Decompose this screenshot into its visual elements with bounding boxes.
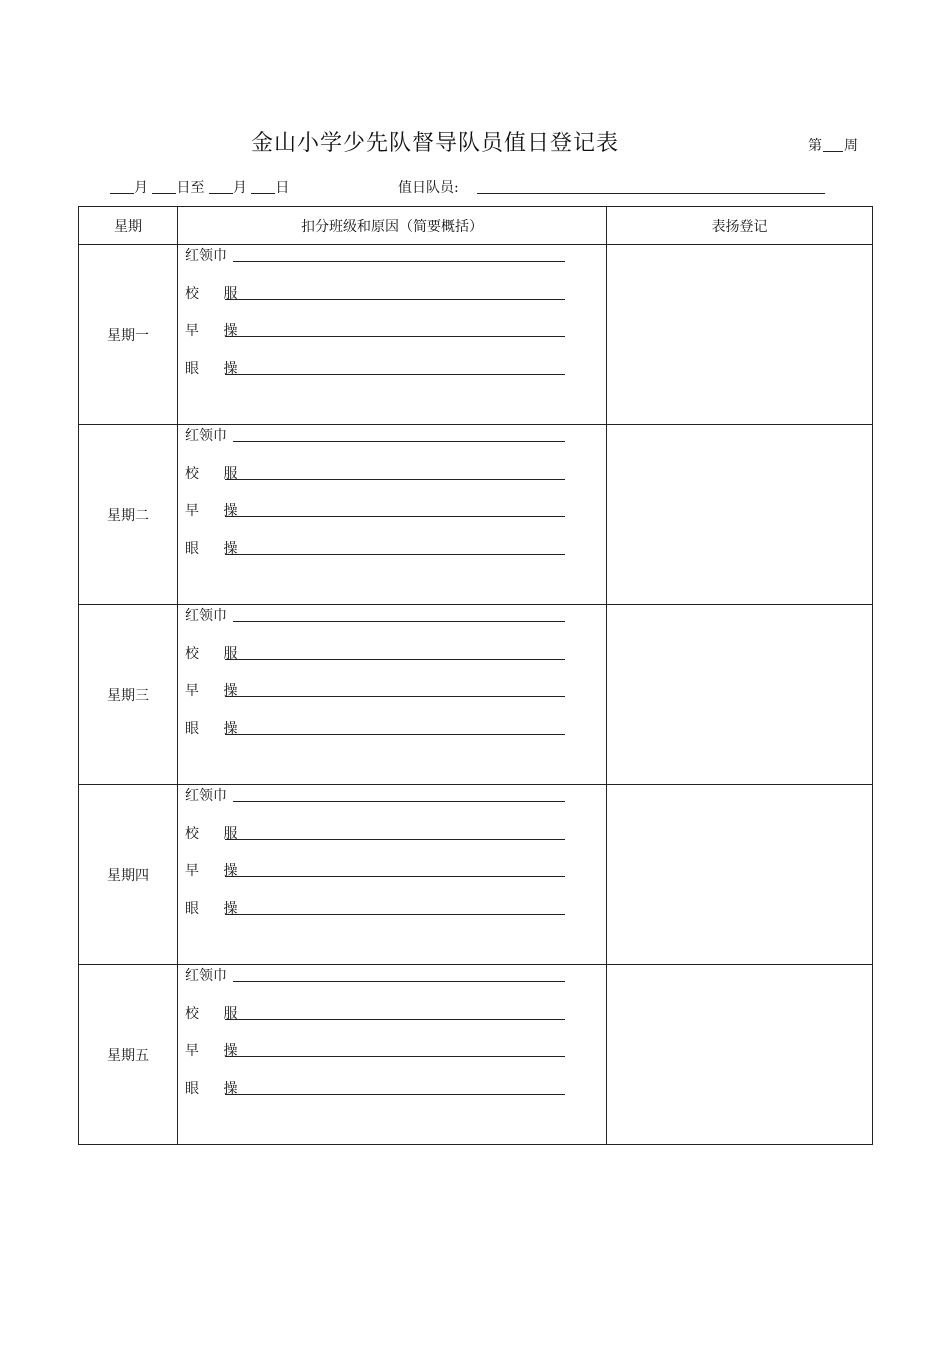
week-suffix: 周 <box>844 138 858 154</box>
deduction-blank[interactable] <box>225 900 565 915</box>
deduction-entry <box>178 823 606 861</box>
weekday-cell: 星期四 <box>79 785 178 965</box>
category-label: 校 服 <box>185 825 248 842</box>
date-range <box>110 177 289 197</box>
deduction-cell <box>178 605 607 785</box>
table-row <box>79 605 873 785</box>
weekday-cell: 星期五 <box>79 965 178 1145</box>
category-label: 眼 操 <box>185 540 248 557</box>
deduction-blank[interactable] <box>225 682 565 697</box>
category-label: 早 操 <box>185 503 248 519</box>
deduction-cell <box>178 785 607 965</box>
day-label-end: 日 <box>275 180 290 196</box>
deduction-cell <box>178 425 607 605</box>
deduction-entry <box>178 425 606 463</box>
deduction-blank[interactable] <box>225 1042 565 1057</box>
deduction-blank[interactable] <box>225 540 565 555</box>
category-label: 红领巾 <box>185 608 227 624</box>
deduction-entry <box>178 320 606 358</box>
category-label: 早 操 <box>185 863 248 879</box>
month-blank-start[interactable] <box>110 179 134 194</box>
table-row <box>79 425 873 605</box>
deduction-blank[interactable] <box>225 825 565 840</box>
category-label: 红领巾 <box>185 248 227 264</box>
deduction-blank[interactable] <box>225 285 565 300</box>
month-label-end: 月 <box>232 180 247 196</box>
page-title: 金山小学少先队督导队员值日登记表 <box>250 131 619 156</box>
deduction-entry <box>178 500 606 538</box>
deduction-cell <box>178 965 607 1145</box>
deduction-entry <box>178 680 606 718</box>
deduction-blank[interactable] <box>233 427 565 442</box>
duty-member-blank[interactable] <box>477 179 825 194</box>
deduction-entry <box>178 965 606 1003</box>
deduction-entry <box>178 1003 606 1041</box>
category-label: 红领巾 <box>185 428 227 444</box>
column-header-praise: 表扬登记 <box>607 207 873 245</box>
category-label: 早 操 <box>185 1043 248 1059</box>
category-label: 校 服 <box>185 645 248 662</box>
category-label: 红领巾 <box>185 788 227 804</box>
category-label: 眼 操 <box>185 900 248 917</box>
praise-cell[interactable] <box>607 605 873 785</box>
table-row <box>79 245 873 425</box>
month-blank-end[interactable] <box>209 179 233 194</box>
praise-cell[interactable] <box>607 245 873 425</box>
week-number-field <box>808 135 858 155</box>
weekday-cell: 星期二 <box>79 425 178 605</box>
deduction-cell <box>178 245 607 425</box>
deduction-entry <box>178 898 606 936</box>
deduction-entry <box>178 718 606 756</box>
deduction-entry <box>178 643 606 681</box>
deduction-blank[interactable] <box>225 322 565 337</box>
duty-register-table <box>78 206 873 1145</box>
deduction-blank[interactable] <box>225 720 565 735</box>
deduction-blank[interactable] <box>225 465 565 480</box>
weekday-cell: 星期三 <box>79 605 178 785</box>
day-label-start: 日至 <box>176 180 205 196</box>
deduction-blank[interactable] <box>233 787 565 802</box>
category-label: 早 操 <box>185 323 248 339</box>
category-label: 眼 操 <box>185 720 248 737</box>
deduction-blank[interactable] <box>233 247 565 262</box>
column-header-deductions: 扣分班级和原因（简要概括） <box>178 207 607 245</box>
category-label: 校 服 <box>185 1005 248 1022</box>
deduction-entry <box>178 605 606 643</box>
deduction-entry <box>178 860 606 898</box>
weekday-cell: 星期一 <box>79 245 178 425</box>
deduction-blank[interactable] <box>233 967 565 982</box>
duty-member-field <box>398 177 825 197</box>
praise-cell[interactable] <box>607 785 873 965</box>
deduction-entry <box>178 785 606 823</box>
deduction-entry <box>178 245 606 283</box>
deduction-entry <box>178 463 606 501</box>
week-prefix: 第 <box>808 138 822 154</box>
category-label: 校 服 <box>185 285 248 302</box>
duty-member-label: 值日队员: <box>398 180 459 196</box>
category-label: 眼 操 <box>185 360 248 377</box>
deduction-blank[interactable] <box>225 360 565 375</box>
deduction-blank[interactable] <box>225 502 565 517</box>
column-header-weekday: 星期 <box>79 207 178 245</box>
deduction-blank[interactable] <box>225 862 565 877</box>
category-label: 眼 操 <box>185 1080 248 1097</box>
praise-cell[interactable] <box>607 965 873 1145</box>
deduction-blank[interactable] <box>225 1080 565 1095</box>
month-label-start: 月 <box>134 180 148 196</box>
deduction-entry <box>178 283 606 321</box>
table-row <box>79 965 873 1145</box>
day-blank-end[interactable] <box>251 179 275 194</box>
category-label: 红领巾 <box>185 968 227 984</box>
deduction-entry <box>178 1078 606 1116</box>
table-row <box>79 785 873 965</box>
deduction-blank[interactable] <box>233 607 565 622</box>
week-blank[interactable] <box>823 137 843 152</box>
deduction-blank[interactable] <box>225 1005 565 1020</box>
deduction-entry <box>178 358 606 396</box>
category-label: 校 服 <box>185 465 248 482</box>
deduction-entry <box>178 538 606 576</box>
table-header-row <box>79 207 873 245</box>
praise-cell[interactable] <box>607 425 873 605</box>
deduction-entry <box>178 1040 606 1078</box>
day-blank-start[interactable] <box>152 179 176 194</box>
category-label: 早 操 <box>185 683 248 699</box>
deduction-blank[interactable] <box>225 645 565 660</box>
